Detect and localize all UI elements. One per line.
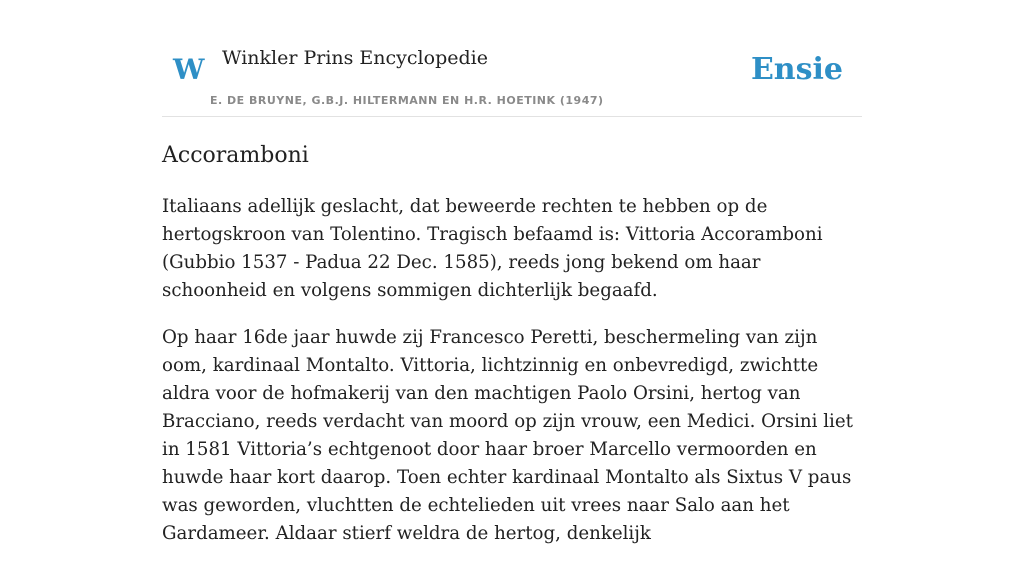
source-authors: E. DE BRUYNE, G.B.J. HILTERMANN EN H.R. HOETINK (1947) (210, 94, 604, 107)
source-header (162, 0, 862, 117)
article-body (162, 193, 862, 548)
article-paragraph: Op haar 16de jaar huwde zij Francesco Peretti, beschermeling van zijn oom, kardinaal Montalto. Vittoria, lichtzinnig en onbevredigd, zwichtte aldra voor de hofmakerij van den machtigen Paolo Orsini, hertog van Bracciano, reeds verdacht van moord op zijn vrouw, een Medici. Orsini liet in 1581 Vittoria’s echtgenoot door haar broer Marcello vermoorden en huwde haar kort daarop. Toen echter kardinaal Montalto als Sixtus V paus was geworden, vluchtten de echtelieden uit vrees naar Salo aan het Gardameer. Aldaar stierf weldra de hertog, denkelijk (162, 327, 853, 544)
ensie-logo-link[interactable]: Ensie (750, 52, 843, 87)
source-title-link[interactable]: Winkler Prins Encyclopedie (222, 47, 488, 69)
page (162, 0, 862, 567)
article-title: Accoramboni (162, 143, 309, 168)
article-paragraph: Italiaans adellijk geslacht, dat beweerde rechten te hebben op de hertogskroon van Tolentino. Tragisch befaamd is: Vittoria Accoramboni (Gubbio 1537 - Padua 22 Dec. 1585), reeds jong bekend om haar schoonheid en volgens sommigen dichterlijk begaafd. (162, 196, 823, 301)
winkler-prins-logo[interactable]: W (173, 53, 205, 86)
